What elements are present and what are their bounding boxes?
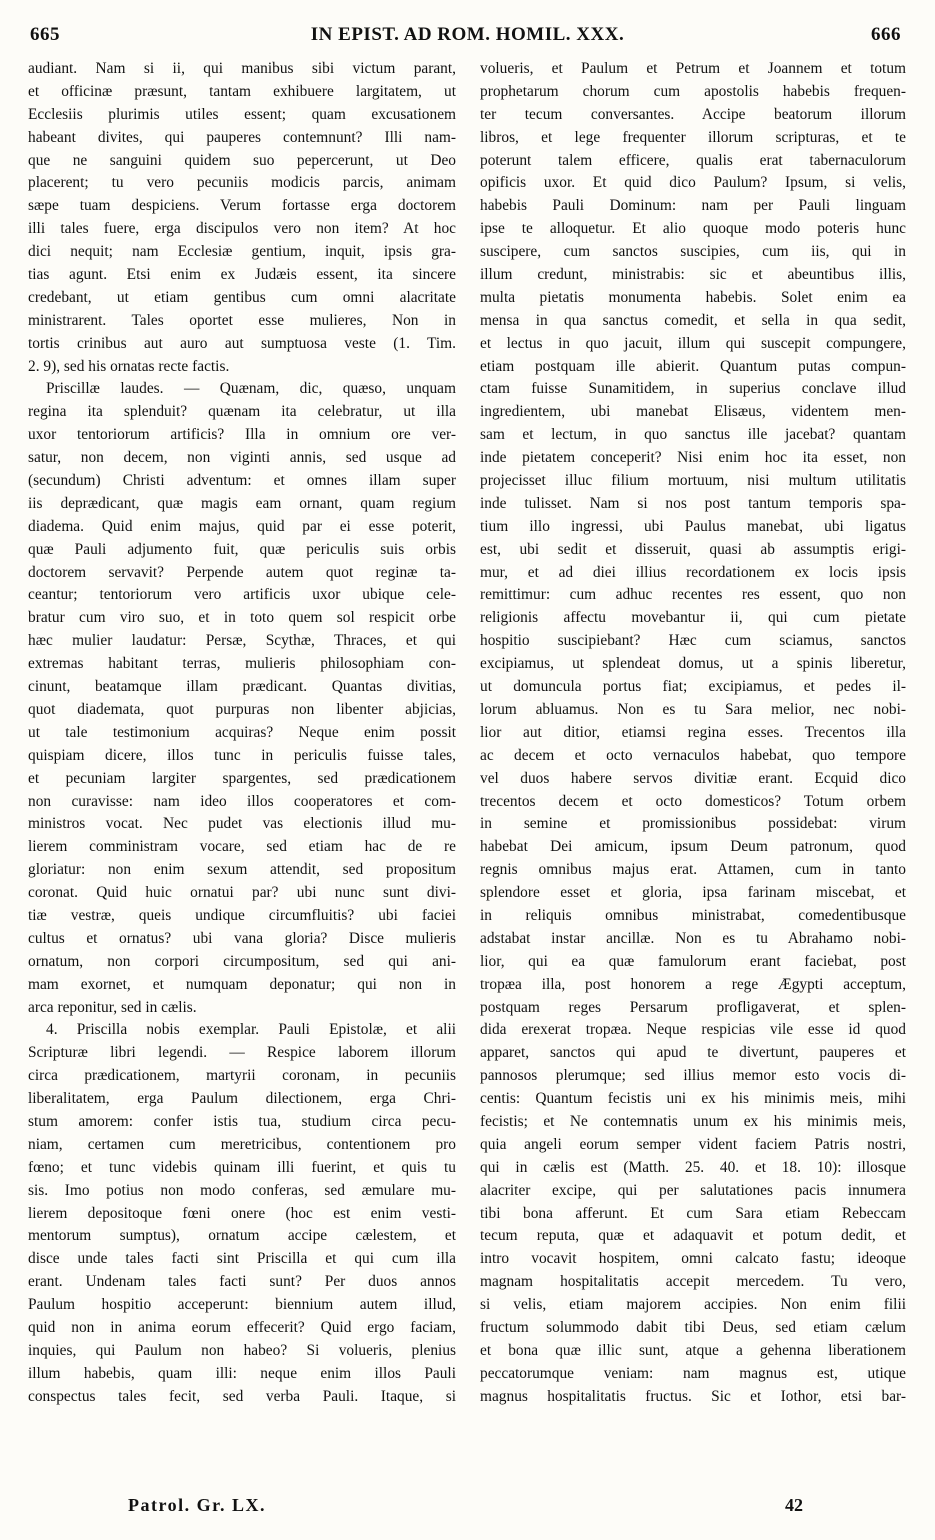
text-line: gloriatur: non enim sexum attendit, sed propositum bbox=[28, 861, 456, 879]
text-line: quot diademata, quot purpuras non libenter abjicias, bbox=[28, 700, 456, 718]
text-line: hæc mulier laudatur: Persæ, Scythæ, Thraces, et qui bbox=[28, 632, 456, 650]
text-line: fructum solummodo dabit tibi Deus, sed etiam cælum bbox=[480, 1318, 906, 1336]
footer-signature: Patrol. Gr. LX. bbox=[128, 1495, 266, 1515]
text-line: prophetarum chorum cum apostolis habebis frequen- bbox=[480, 82, 906, 100]
text-line: Ecclesiis plurimis utiles essent; quam excusationem bbox=[28, 105, 456, 123]
text-line: multa pietatis monumenta habebis. Solet enim ea bbox=[480, 288, 906, 306]
right-column bbox=[480, 58, 906, 1409]
text-line: lorum abluamus. Non es tu Sara melior, nec nobi- bbox=[480, 700, 906, 718]
text-line: tropæa illa, post honorem a rege Ægypti acceptum, bbox=[480, 975, 906, 993]
text-line: hospitio suscipiebant? Hæc cum sciamus, sanctos bbox=[480, 632, 906, 650]
page-number-left: 665 bbox=[30, 24, 60, 45]
text-line: ctam fuisse Sunamitidem, in superius conclave illud bbox=[480, 380, 906, 398]
text-line: sæpe tuam despiciens. Verum fortasse erga doctorem bbox=[28, 197, 456, 215]
text-line: mentorum sumptus), ornatum accipe cælestem, et bbox=[28, 1227, 456, 1245]
text-line: iis deprædicant, quæ magis eam ornant, quam regium bbox=[28, 494, 456, 512]
text-line: inde tulisset. Nam si nos post tantum temporis spa- bbox=[480, 494, 906, 512]
text-line: illum credunt, ministrabis: sic et abeuntibus illis, bbox=[480, 266, 906, 284]
text-line: adstabat instar ancillæ. Non es tu Abrahamo nobi- bbox=[480, 929, 906, 947]
text-line: arca reponitur, sed in cælis. bbox=[28, 998, 197, 1016]
text-line: placerent; tu vero pecuniis modicis parcis, animam bbox=[28, 174, 456, 192]
text-line: lior aut ditior, etiamsi regina esses. Trecentos illa bbox=[480, 723, 906, 741]
text-line: tias agunt. Etsi enim ex Judæis essent, ita sincere bbox=[28, 266, 456, 284]
text-line: extremas habitant terras, mulieris philosophiam con- bbox=[28, 655, 456, 673]
text-line: postquam reges Persarum profligaverat, et splen- bbox=[480, 998, 906, 1016]
text-line: ministrarent. Tales oportet esse mulieres, Non in bbox=[28, 311, 456, 329]
text-line: tortis crinibus aut auro aut sumptuosa veste (1. Tim. bbox=[28, 334, 456, 352]
text-line: ac decem et octo vernaculos habebat, quo tempore bbox=[480, 746, 906, 764]
text-line: satur, non decem, non viginti annis, sed usque ad bbox=[28, 449, 456, 467]
text-line: lior, qui ea quæ famulorum erant faciebat, post bbox=[480, 952, 906, 970]
text-line: coronat. Quid huic ornatui par? ubi nunc sunt divi- bbox=[28, 884, 456, 902]
text-line: cultus et ornatus? ubi vana gloria? Disce mulieris bbox=[28, 929, 456, 947]
text-line: ter tecum conversantes. Accipe beatorum illorum bbox=[480, 105, 906, 123]
text-line: et bona quæ illic sunt, atque a gehenna liberationem bbox=[480, 1341, 906, 1359]
text-line: habebis Pauli Dominum: nam per Pauli linguam bbox=[480, 197, 906, 215]
text-line: que ne sanguini quidem suo pepercerunt, ut Deo bbox=[28, 151, 456, 169]
text-line: fœno; et tunc videbis quinam illi fuerint, et quis tu bbox=[28, 1158, 456, 1176]
text-line: excipiamus, ut splendeat domus, ut a spinis liberetur, bbox=[480, 655, 906, 673]
text-line: magnam hospitalitatis accepit mercedem. Tu vero, bbox=[480, 1273, 906, 1291]
text-line: 2. 9), sed his ornatas recte factis. bbox=[28, 357, 230, 375]
text-line: inquies, qui Paulum non habeo? Si volueris, plenius bbox=[28, 1341, 456, 1359]
text-line: et pecuniam largiter spargentes, sed prædicationem bbox=[28, 769, 456, 787]
text-line: regina ita splenduit? quænam ita celebratur, ut illa bbox=[28, 403, 456, 421]
text-line: ingredientem, ubi manebat Elisæus, videntem men- bbox=[480, 403, 906, 421]
text-line: ornatum, non corpori circumpositum, sed qui ani- bbox=[28, 952, 456, 970]
text-line: in semine et promissionibus possidebat: virum bbox=[480, 815, 906, 833]
text-line: lierem depositoque fœni onere (hoc est enim vesti- bbox=[28, 1204, 456, 1222]
text-line: 4. Priscilla nobis exemplar. Pauli Epistolæ, et alii bbox=[46, 1021, 456, 1039]
text-line: regnis omnibus majus erat. Attamen, cum in tanto bbox=[480, 861, 906, 879]
text-line: et lectus in quo jacuit, illum qui suscepit compungere, bbox=[480, 334, 906, 352]
text-line: illum habebis, quam illi: neque enim illos Pauli bbox=[28, 1364, 456, 1382]
text-line: tibi bona afferunt. Et cum Sara etiam Rebeccam bbox=[480, 1204, 906, 1222]
text-line: illi tales fuere, erga discipulos vero non item? At hoc bbox=[28, 220, 456, 238]
text-line: poterunt talem efficere, qualis erat tabernaculorum bbox=[480, 151, 906, 169]
text-line: apparet, sanctos qui apud te divertunt, pauperes et bbox=[480, 1044, 906, 1062]
text-line: quia angeli eorum semper vident faciem Patris nostri, bbox=[480, 1135, 906, 1153]
text-line: religionis affectu movebantur ii, qui cum pietate bbox=[480, 609, 906, 627]
text-line: non curavisse: nam ideo illos cooperatores et com- bbox=[28, 792, 456, 810]
page-number-right: 666 bbox=[871, 24, 901, 45]
text-line: si velis, etiam majorem accipies. Non enim filii bbox=[480, 1296, 906, 1314]
text-line: libros, et lege frequenter illorum scripturas, et te bbox=[480, 128, 906, 146]
text-line: etiam postquam ille abierit. Quantum putas compun- bbox=[480, 357, 906, 375]
text-line: in reliquis omnibus ministrabat, comedentibusque bbox=[480, 906, 906, 924]
text-line: et officinæ præsunt, tantam exhibuere largitatem, ut bbox=[28, 82, 456, 100]
text-line: niam, certamen cum meretricibus, contentionem pro bbox=[28, 1135, 456, 1153]
text-line: volueris, et Paulum et Petrum et Joannem et totum bbox=[480, 60, 906, 77]
text-line: ceantur; tentoriorum vero artificis uxor ubique cele- bbox=[28, 586, 456, 604]
text-line: Priscillæ laudes. — Quænam, dic, quæso, unquam bbox=[46, 380, 456, 398]
running-header bbox=[18, 24, 917, 54]
text-line: opificis uxor. Et quid dico Paulum? Ipsum, si velis, bbox=[480, 174, 906, 192]
text-line: uxor tentoriorum artificis? Illa in omnium ore ver- bbox=[28, 426, 456, 444]
text-line: sam et lectum, in quo sanctus ille jacebat? quantam bbox=[480, 426, 906, 444]
text-line: tium illo ingressi, ubi Paulus manebat, ubi ligatus bbox=[480, 517, 906, 535]
text-line: quid non in anima eorum effecerit? Quid ergo faciam, bbox=[28, 1318, 456, 1336]
text-line: remittimur: cum adhuc recentes res essent, quo non bbox=[480, 586, 906, 604]
text-line: stum amorem: confer istis tua, studium circa pecu- bbox=[28, 1112, 456, 1130]
text-line: disce unde tales facti sint Priscilla et qui cum illa bbox=[28, 1250, 456, 1268]
text-line: ipse te alloquetur. Et alio quoque modo poteris hunc bbox=[480, 220, 906, 238]
text-line: mam exornet, et numquam deponatur; qui non in bbox=[28, 975, 456, 993]
text-line: cinunt, beatamque illam prædicant. Quantas divitias, bbox=[28, 678, 456, 696]
text-line: erant. Undenam tales facti sunt? Per duos annos bbox=[28, 1273, 456, 1291]
text-line: pannosos plerumque; sed illius memor esto vocis di- bbox=[480, 1067, 906, 1085]
text-line: vel duos habere servos divitiæ erant. Ecquid dico bbox=[480, 769, 906, 787]
text-line: (secundum) Christi adventum: et omnes illam super bbox=[28, 472, 456, 490]
text-line: qui in cælis est (Matth. 25. 40. et 18. 10): illosque bbox=[480, 1158, 906, 1176]
text-line: projecisset illuc filium mortuum, nisi multum utilitatis bbox=[480, 472, 906, 490]
text-line: sis. Imo potius non modo conferas, sed æmulare mu- bbox=[28, 1181, 456, 1199]
text-line: suscipere, cum sanctos suscipies, cum iis, qui in bbox=[480, 243, 906, 261]
text-line: Scripturæ libri legendi. — Respice laborem illorum bbox=[28, 1044, 456, 1062]
text-line: mensa in qua sanctus comedit, et sella in qua sedit, bbox=[480, 311, 906, 329]
text-line: quæ Pauli adjumento fuit, quæ periculis suis orbis bbox=[28, 540, 456, 558]
text-line: habebat Dei amicum, ipsum Deum patronum, quod bbox=[480, 838, 906, 856]
running-title: IN EPIST. AD ROM. HOMIL. XXX. bbox=[310, 24, 625, 45]
text-line: ut tale testimonium acquiras? Neque enim possit bbox=[28, 723, 456, 741]
text-line: est, ubi sedit et disseruit, quasi ab assumptis erigi- bbox=[480, 540, 906, 558]
text-line: ut domuncula portus fiat; excipiamus, et pedes il- bbox=[480, 678, 906, 696]
text-line: doctorem servavit? Perpende autem quot reginæ ta- bbox=[28, 563, 456, 581]
text-line: credebant, ut etiam gentibus cum omni alacritate bbox=[28, 288, 456, 306]
text-line: trecentos decem et octo domesticos? Totum orbem bbox=[480, 792, 906, 810]
text-line: dida erexerat tropæa. Neque respicias vile esse id quod bbox=[480, 1021, 906, 1039]
text-line: centis: Quantum fecistis uni ex his minimis meis, mihi bbox=[480, 1090, 906, 1108]
text-line: tiæ vestræ, queis undique circumfluitis? ubi faciei bbox=[28, 906, 456, 924]
text-line: audiant. Nam si ii, qui manibus sibi victum parant, bbox=[28, 60, 456, 77]
left-column bbox=[28, 58, 456, 1409]
text-line: lierem comministram vocare, sed etiam hac de re bbox=[28, 838, 456, 856]
text-line: mur, et ad diei illius recordationem ex locis ipsis bbox=[480, 563, 906, 581]
text-line: alacriter excipe, qui per salutationes pacis innumera bbox=[480, 1181, 906, 1199]
text-line: diadema. Quid enim majus, quid par ei esse poterit, bbox=[28, 517, 456, 535]
text-line: quispiam dicere, illos tunc in periculis fuisse tales, bbox=[28, 746, 456, 764]
text-line: circa prædicationem, martyrii coronam, in pecuniis bbox=[28, 1067, 456, 1085]
text-line: dici nequit; nam Ecclesiæ gentium, inquit, ipsis gra- bbox=[28, 243, 456, 261]
text-line: bratur cum viro suo, et in toto quem sol respicit orbe bbox=[28, 609, 456, 627]
page-footer bbox=[0, 1495, 935, 1525]
footer-sheet-number: 42 bbox=[785, 1495, 803, 1515]
text-line: Paulum hospitio acceperunt: biennium autem illud, bbox=[28, 1296, 456, 1314]
text-line: peccatorumque veniam: nam magnus est, utique bbox=[480, 1364, 906, 1382]
text-line: ministros vocat. Nec pudet vas electionis illud mu- bbox=[28, 815, 456, 833]
text-line: tecum reputa, quæ et adaquavit et potum dedit, et bbox=[480, 1227, 906, 1245]
text-line: intro vocavit hospitem, omni calcato fastu; ideoque bbox=[480, 1250, 906, 1268]
text-line: inde pietatem conceperit? Nisi enim hoc ita esset, non bbox=[480, 449, 906, 467]
text-line: conspectus tales fecit, sed verba Pauli. Itaque, si bbox=[28, 1387, 456, 1405]
text-line: fecistis; et Ne contemnatis unum ex his minimis meis, bbox=[480, 1112, 906, 1130]
text-line: magnus hospitalitatis fructus. Sic et Iothor, etsi bar- bbox=[480, 1387, 906, 1405]
text-line: splendore esset et gloria, ipsa farinam miscebat, et bbox=[480, 884, 906, 902]
text-line: habeant divites, qui pauperes contemnunt? Illi nam- bbox=[28, 128, 456, 146]
text-line: liberalitatem, erga Paulum dilectionem, erga Chri- bbox=[28, 1090, 456, 1108]
